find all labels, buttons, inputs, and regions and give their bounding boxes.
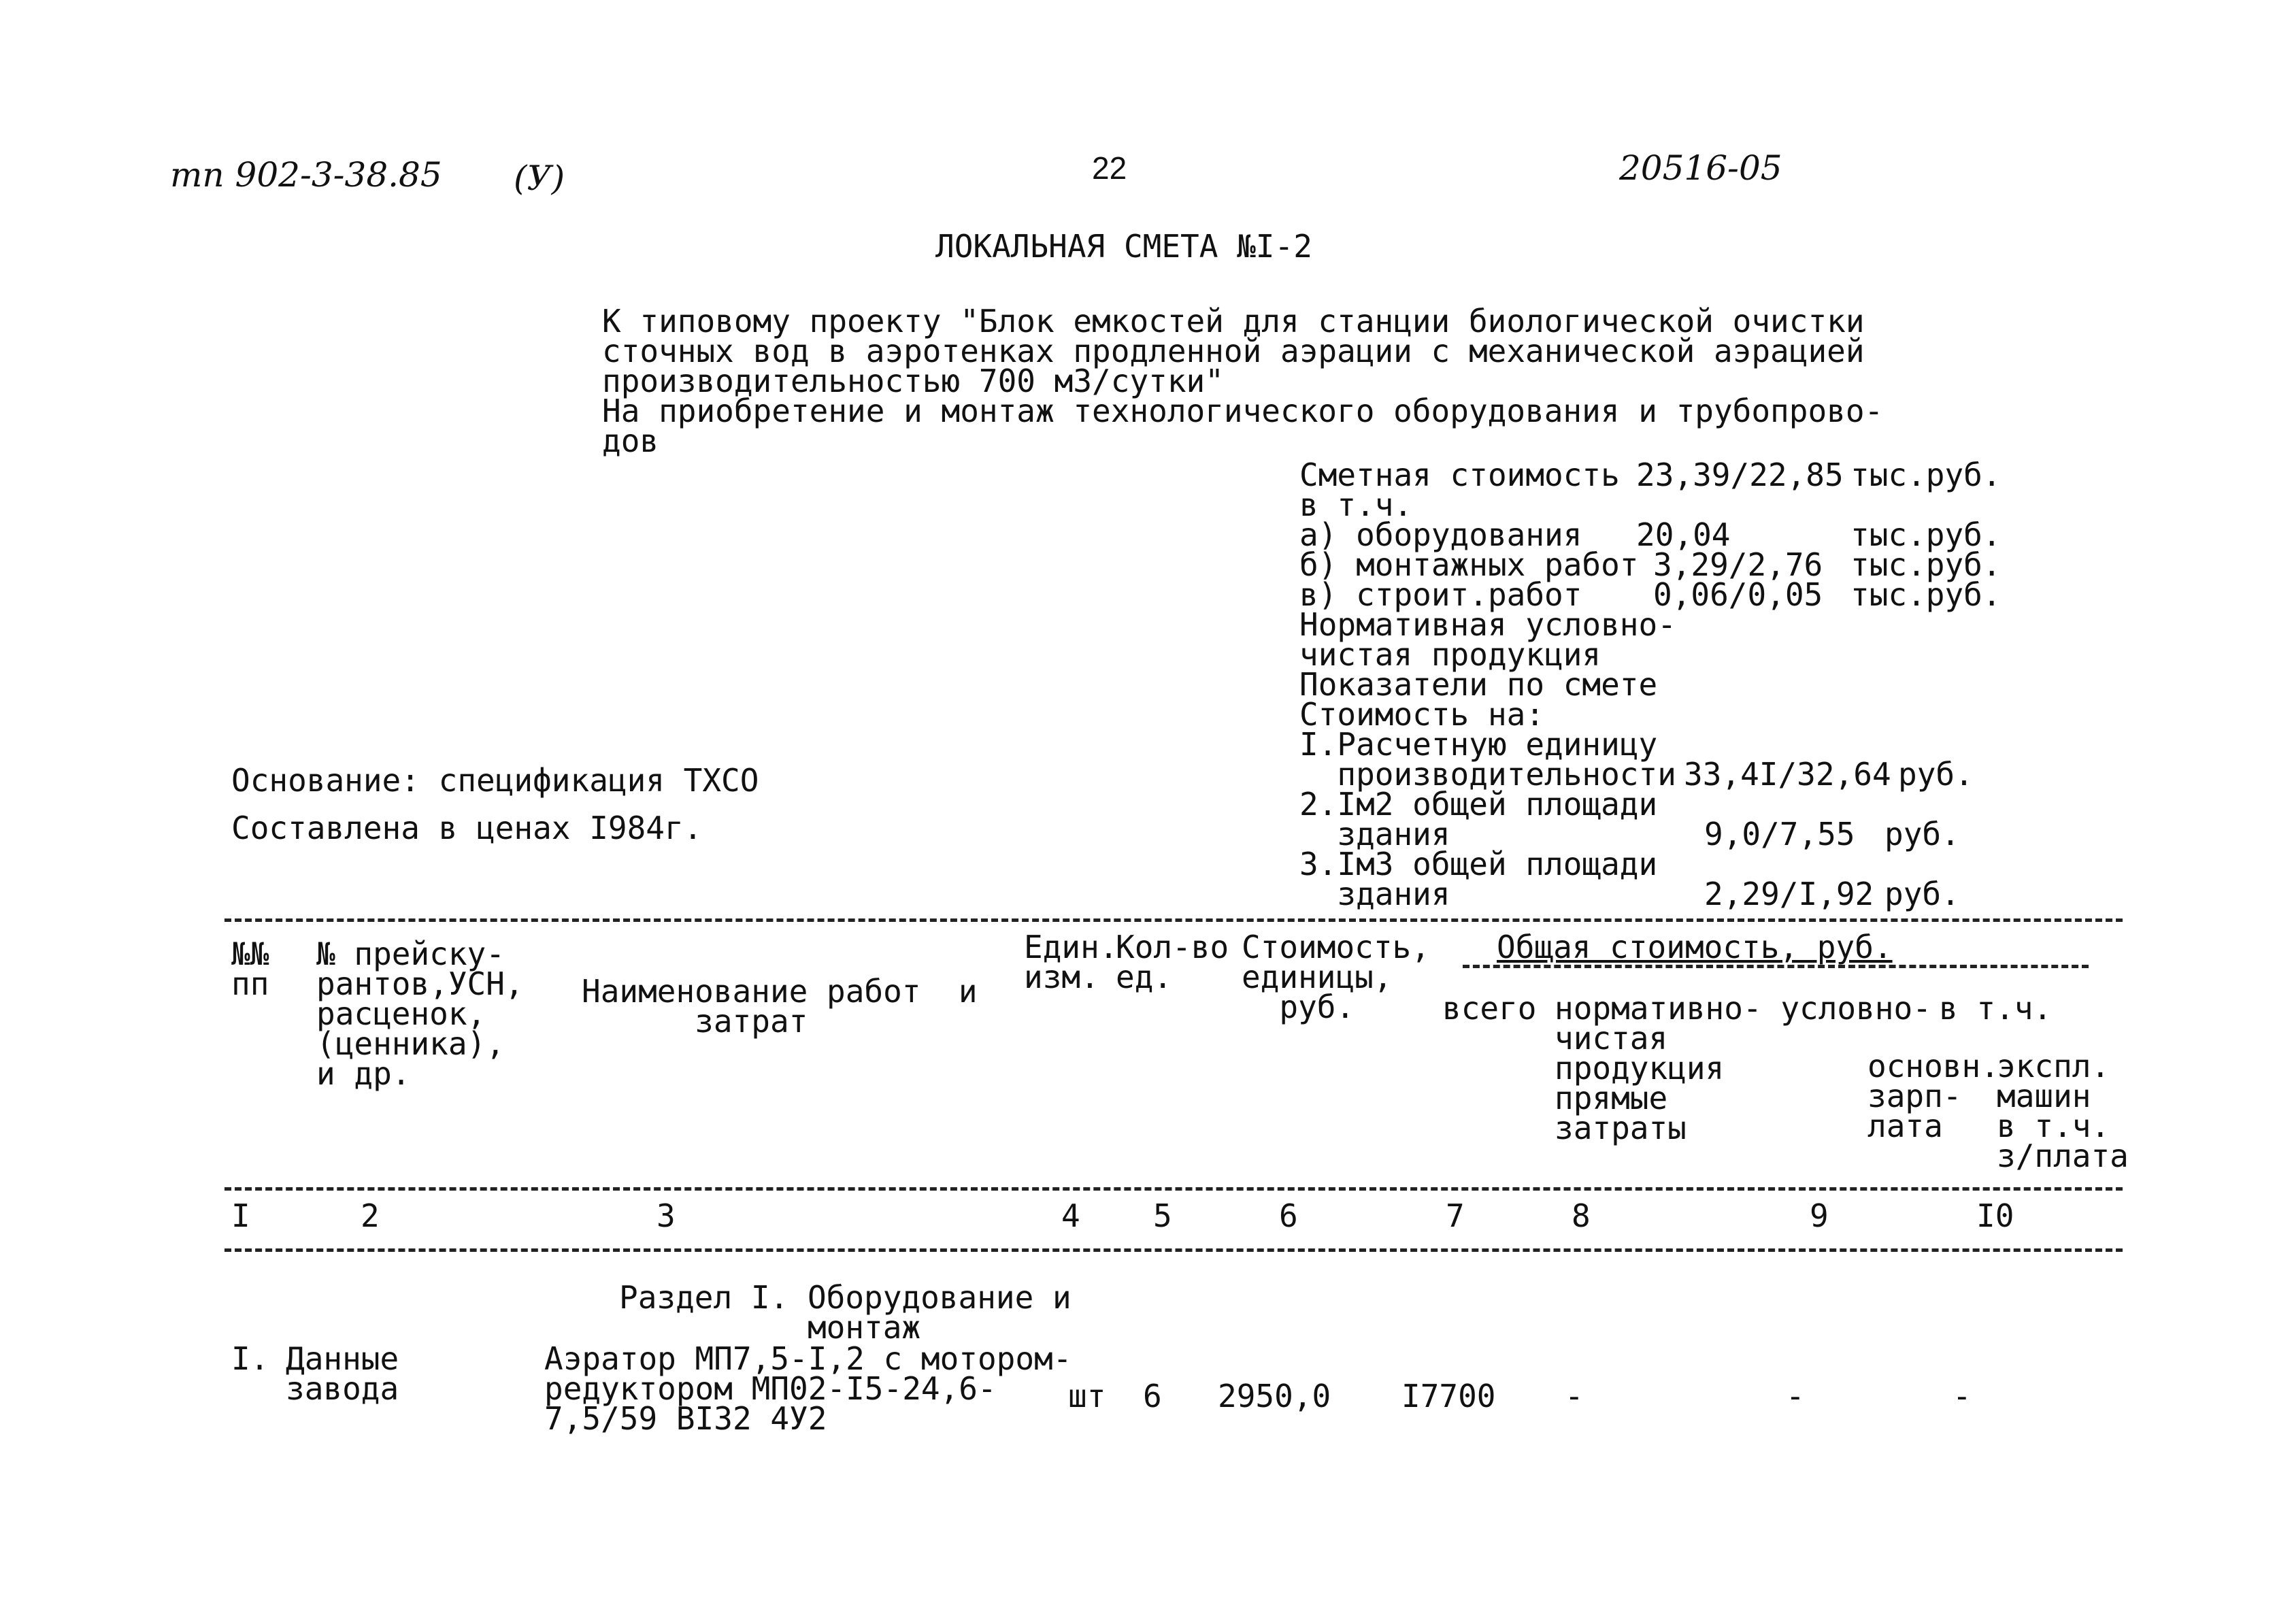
col-number: 7: [1446, 1197, 1465, 1234]
cost-label: Сметная стоимость: [1299, 457, 1620, 493]
col-number: I: [231, 1197, 250, 1234]
row-total: I7700: [1401, 1378, 1496, 1414]
col-number: 9: [1810, 1197, 1829, 1234]
col-number: 3: [657, 1197, 676, 1234]
table-top-rule: [225, 918, 2123, 922]
header-num: №№ пп: [231, 935, 269, 1002]
doc-number: 20516-05: [1619, 148, 1782, 188]
section-title: Раздел I. Оборудование и монтаж: [619, 1279, 1072, 1346]
cost-unit: руб.: [1884, 876, 1960, 912]
row-qty: 6: [1143, 1378, 1162, 1414]
variant-label: (У): [514, 159, 565, 198]
cost-label: здания: [1299, 876, 1450, 912]
cost-value: 9,0/7,55: [1704, 816, 1855, 852]
col-number: I0: [1976, 1197, 2014, 1234]
col-number: 6: [1279, 1197, 1298, 1234]
cost-unit: руб.: [1884, 816, 1960, 852]
col-number: 8: [1572, 1197, 1591, 1234]
header-salary: основн. зарп- лата: [1867, 1048, 1999, 1144]
header-pricelist: № прейску- рантов,УСН, расценок, (ценника), и др.: [316, 935, 524, 1092]
row-salary: -: [1786, 1378, 1805, 1414]
cost-label: здания: [1299, 816, 1450, 852]
row-unit-cost: 2950,0: [1218, 1378, 1331, 1414]
cost-unit: тыс.руб.: [1850, 576, 2002, 613]
cost-label: Стоимость на:: [1299, 696, 1545, 733]
row-direct: -: [1565, 1378, 1584, 1414]
cost-label: Показатели по смете: [1299, 666, 1658, 703]
cost-value: 23,39/22,85: [1636, 457, 1844, 493]
project-code: тп 902-3-38.85: [170, 155, 442, 195]
cost-value: 20,04: [1636, 516, 1731, 553]
cost-unit: тыс.руб.: [1850, 546, 2002, 583]
header-work-name: Наименование работ и затрат: [582, 973, 978, 1040]
cost-unit: тыс.руб.: [1850, 457, 2002, 493]
prices-text: Составлена в ценах I984г.: [231, 810, 703, 846]
header-machines: экспл. машин в т.ч. з/плата: [1997, 1048, 2129, 1174]
description-line: К типовому проекту "Блок емкостей для станции биологической очистки: [602, 303, 1865, 339]
header-total: всего: [1442, 990, 1537, 1027]
header-unit: Един. изм.: [1024, 929, 1118, 995]
description-line: дов: [602, 422, 659, 459]
col-numbers-bottom-rule: [225, 1248, 2123, 1252]
row-num: I.: [231, 1340, 269, 1377]
table-row: [0, 1340, 2292, 1453]
cost-label: а) оборудования: [1299, 516, 1582, 553]
col-number: 4: [1061, 1197, 1080, 1234]
cost-label: б) монтажных работ: [1299, 546, 1639, 583]
col-number: 5: [1153, 1197, 1172, 1234]
description-line: сточных вод в аэротенках продленной аэрации с механической аэрацией: [602, 333, 1865, 369]
cost-value: 0,06/0,05: [1653, 576, 1823, 613]
page-number: 22: [1092, 150, 1127, 186]
cost-label: 3.Iм3 общей площади: [1299, 846, 1658, 882]
row-machines: -: [1953, 1378, 1972, 1414]
header-direct-costs: нормативно- условно- чистая продукция прямые затраты: [1555, 990, 1931, 1146]
cost-value: 33,4I/32,64: [1684, 756, 1891, 793]
cost-unit: руб.: [1898, 756, 1974, 793]
cost-label: I.Расчетную единицу: [1299, 726, 1658, 763]
header-unit-cost: Стоимость, единицы, руб.: [1242, 929, 1430, 1025]
header-bottom-rule: [225, 1187, 2123, 1191]
cost-label: в) строит.работ: [1299, 576, 1582, 613]
basis-text: Основание: спецификация ТХСО: [231, 762, 759, 799]
cost-label: чистая продукция: [1299, 636, 1601, 673]
cost-value: 3,29/2,76: [1653, 546, 1823, 583]
col-number: 2: [361, 1197, 380, 1234]
row-source: Данные завода: [286, 1340, 399, 1407]
header-qty: Кол-во ед.: [1116, 929, 1229, 995]
header-incl: в т.ч.: [1939, 990, 2053, 1027]
cost-label: производительности: [1299, 756, 1676, 793]
cost-label: в т.ч.: [1299, 486, 1413, 523]
description-line: производительностью 700 м3/сутки": [602, 363, 1224, 399]
document-title: ЛОКАЛЬНАЯ СМЕТА №I-2: [935, 228, 1312, 265]
header-total-group: Общая стоимость, руб.: [1497, 929, 1893, 965]
cost-value: 2,29/I,92: [1704, 876, 1874, 912]
description-line: На приобретение и монтаж технологического оборудования и трубопрово-: [602, 393, 1884, 429]
row-unit: шт: [1068, 1378, 1106, 1414]
cost-unit: тыс.руб.: [1850, 516, 2002, 553]
row-name: Аэратор МП7,5-I,2 с мотором- редуктором МП02-I5-24,6- 7,5/59 BI32 4У2: [544, 1340, 1072, 1437]
cost-label: 2.Iм2 общей площади: [1299, 786, 1658, 823]
cost-label: Нормативная условно-: [1299, 606, 1676, 643]
